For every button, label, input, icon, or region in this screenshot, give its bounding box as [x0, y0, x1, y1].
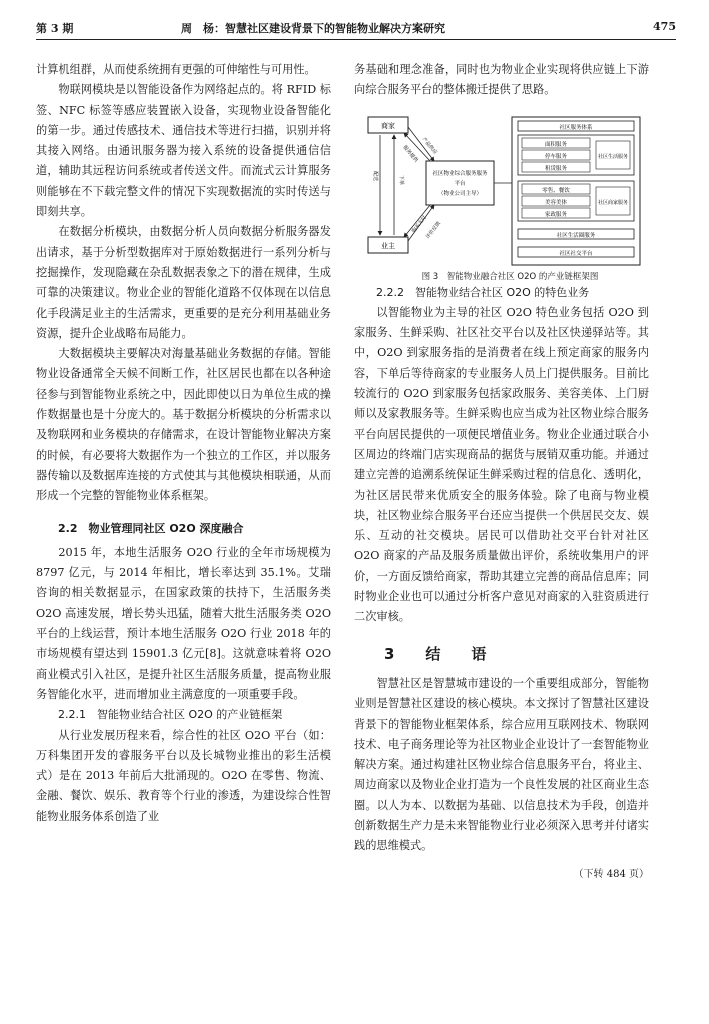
service-item: 美容美体 [544, 199, 568, 206]
arrow-label: 下单 [398, 174, 404, 185]
paragraph: 大数据模块主要解决对海量基础业务数据的存储。智能物业设备通常全天候不间断工作，社区居民也都在以各种途径参与到智能物业系统之中，因此即使以日为单位生成的操作数据量也是十分庞大的。基于数据分析模块的分析需求以及物联网和业务模块的存储需求，在设计智能物业解决方案的时候，有必要将大数据作为一个独立的工作区，并以服务器传输以及数据库连接的方式使其与其他模块相联通，从而形成一个完整的智能物业体系框架。 [36, 347, 331, 503]
section-heading-2-2: 2.2 物业管理同社区 O2O 深度融合 [58, 521, 244, 535]
paragraph: 智慧社区是智慧城市建设的一个重要组成部分，智能物业则是智慧社区建设的核心模块。本文探讨了智慧社区建设背景下的智能物业框架体系，综合应用互联网技术、物联网技术、电子商务理论等为社区物业企业设计了一套智能物业解决方案。通过构建社区物业综合信息服务平台，将业主、周边商家以及物业企业打造为一个良性发展的社区商业生态圈。以人为本、以数据为基础、以信息技术为手段，创造并创新数据生产力是未来智能物业行业必须深入思考并付诸实践的思维模式。 [354, 676, 649, 853]
group-label: 社区商家服务 [597, 199, 629, 206]
paragraph: 务基础和理念准备，同时也为物业企业实现将供应链上下游向综合服务平台的整体搬迁提供了思路。 [354, 63, 649, 97]
bottom-bar-label: 社区社交平台 [559, 250, 593, 257]
owner-label: 业主 [381, 241, 395, 250]
service-item: 停车服务 [544, 153, 568, 160]
figure-caption: 图 3 智能物业融合社区 O2O 的产业链框架图 [421, 271, 599, 282]
paragraph: 以智能物业为主导的社区 O2O 特色业务包括 O2O 到家服务、生鲜采购、社区社交平台以及社区快递驿站等。其中，O2O 到家服务指的是消费者在线上预定商家的服务内容，下单后等待商家的专业服务人员上门提供服务。目前比较流行的 O2O 到家服务包括家政服务、美容美体、上门厨师以及家教服务等。生鲜采购也应当成为社区物业综合服务平台向居民提供的一项便民增值业务。物业企业通过联合小区周边的终端门店实现商品的据货与展销双重功能。并通过建立完善的追溯系统保证生鲜采购过程的信息化、透明化，为社区居民带来优质安全的服务体验。除了电商与物业模块，社区物业综合服务平台还应当提供一个供居民交友、娱乐、互动的社交模块。居民可以借助社交平台针对社区 O2O 商家的产品及服务质量做出评价，系统收集用户的评价，一方面反馈给商家，帮助其建立完善的商品信息库；同时物业企业也可以通过分析客户意见对商家的入驻资质进行二次审核。 [354, 305, 649, 624]
issue-number: 第 3 期 [36, 22, 74, 35]
paragraph: 2015 年，本地生活服务 O2O 行业的全年市场规模为 8797 亿元，与 2014 年相比，增长率达到 35.1%。艾瑞咨询的相关数据显示，在国家政策的扶持下，生活服务类 O2O 高速发展，增长势头迅猛，随着大批生活服务类 O2O 平台的上线运营，预计本地生活服务 O2O 行业 2018 年的市场规模有望达到 15901.3 亿元[8]。这就意味着将 O2O 商业模式引入社区，是提升社区生活服务质量，提高物业服务智能化水平，进而增加业主满意度的一项重要手段。 [36, 545, 331, 701]
arrow-label: 产品供应 [420, 136, 438, 156]
service-item: 零售、餐饮 [542, 187, 570, 194]
service-system-label: 社区服务体系 [559, 124, 593, 131]
service-item: 租赁服务 [544, 165, 568, 172]
running-title: 周 杨：智慧社区建设背景下的智能物业解决方案研究 [181, 22, 445, 35]
service-item: 家政服务 [544, 211, 568, 218]
subsection-heading-2-2-2: 2.2.2 智能物业结合社区 O2O 的特色业务 [376, 285, 590, 299]
paragraph: 物联网模块是以智能设备作为网络起点的。将 RFID 标签、NFC 标签等感应装置嵌入设备，实现物业设备智能化的第一步。通过传感技术、通信技术等进行扫描，识别并将其接入网络。由通讯服务器为接入系统的设备提供通信信道，辅助其远程访问系统或者传送文件。而流式云计算服务则能够在不下载完整文件的情况下实现数据流的实时传送与即刻共享。 [36, 83, 331, 219]
running-header [36, 18, 676, 40]
chapter-heading-conclusion: 3 结 语 [384, 644, 495, 663]
platform-label-1: 社区物业综合服务服务 [432, 170, 488, 177]
page-number: 475 [653, 20, 676, 33]
merchant-label: 商家 [381, 121, 395, 130]
paragraph: 计算机组群，从而使系统拥有更强的可伸缩性与可用性。 [36, 63, 316, 76]
platform-label-3: （物业公司主导） [437, 190, 483, 197]
continued-note: （下转 484 页） [573, 868, 649, 880]
arrow-label: 服务提供 [401, 144, 419, 164]
left-column [36, 60, 331, 827]
arrow-label: 购买支付 [410, 214, 428, 234]
right-column [354, 60, 649, 885]
bottom-bar-label: 社区生活圈服务 [556, 232, 596, 239]
service-item: 面积服务 [544, 141, 568, 148]
paragraph: 从行业发展历程来看，综合性的社区 O2O 平台（如：万科集团开发的睿服务平台以及长城物业推出的彩生活模式）是在 2013 年前后大批涌现的。O2O 在零售、物流、金融、餐饮、娱乐、教育等个行业的渗透，为建设综合性智能物业服务体系创造了业 [36, 728, 331, 823]
subsection-heading-2-2-1: 2.2.1 智能物业结合社区 O2O 的产业链框架 [58, 708, 283, 722]
industry-chain-diagram [354, 109, 649, 269]
arrow-label: 配送 [372, 170, 378, 181]
platform-label-2: 平台 [454, 180, 466, 187]
group-label: 社区生活服务 [597, 153, 629, 160]
figure-3 [354, 109, 649, 269]
arrow-label: 评价反馈 [424, 220, 442, 240]
paragraph: 在数据分析模块，由数据分析人员向数据分析服务器发出请求，基于分析型数据库对于原始数据进行一系列分析与挖掘操作，发现隐藏在杂乱数据表象之下的潜在规律，生成可靠的决策建议。物业企业的智能化道路不仅体现在以信息化手段满足业主的生活需求，更重要的是充分利用基础业务资源，提升企业战略布局能力。 [36, 225, 331, 340]
